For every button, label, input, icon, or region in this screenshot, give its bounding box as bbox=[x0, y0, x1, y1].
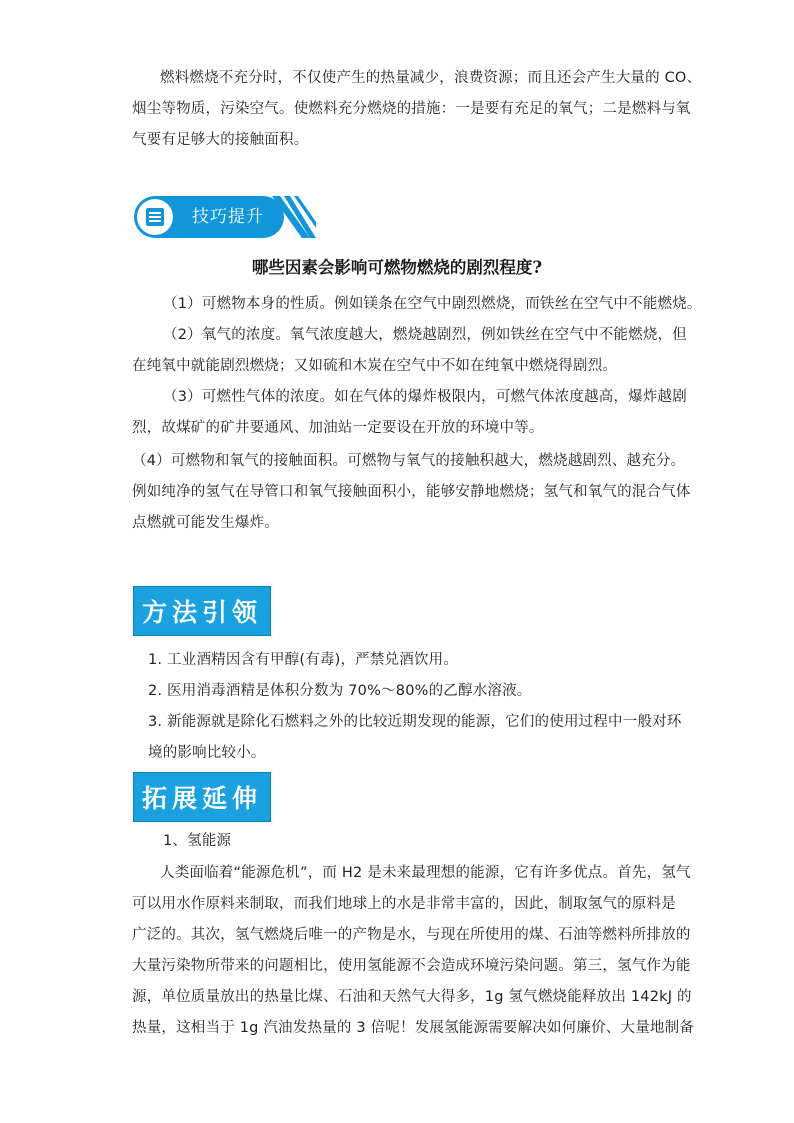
extend-line-2: 可以用水作原料来制取，而我们地球上的水是非常丰富的，因此，制取氢气的原料是 bbox=[132, 896, 676, 912]
skill-line-7: 例如纯净的氢气在导管口和氧气接触面积小，能够安静地燃烧；氢气和氧气的混合气体 bbox=[132, 484, 691, 500]
intro-line-3: 气要有足够大的接触面积。 bbox=[132, 132, 309, 148]
skill-line-2: （2）氧气的浓度。氧气浓度越大，燃烧越剧烈，例如铁丝在空气中不能燃烧，但 bbox=[163, 327, 687, 343]
method-banner-label: 方法引领 bbox=[141, 598, 262, 627]
skill-heading: 哪些因素会影响可燃物燃烧的剧烈程度? bbox=[251, 258, 543, 277]
skill-line-1: （1）可燃物本身的性质。例如镁条在空气中剧烈燃烧，而铁丝在空气中不能燃烧。 bbox=[163, 296, 702, 312]
skill-section-banner bbox=[134, 196, 314, 238]
skill-line-4: （3）可燃性气体的浓度。如在气体的爆炸极限内，可燃气体浓度越高，爆炸越剧 bbox=[163, 389, 687, 405]
extend-line-5: 源，单位质量放出的热量比煤、石油和天然气大得多，1g 氢气燃烧能释放出 142kJ 的 bbox=[132, 989, 692, 1005]
intro-line-2: 烟尘等物质，污染空气。使燃料充分燃烧的措施：一是要有充足的氧气；二是燃料与氧 bbox=[132, 101, 691, 117]
method-line-3: 3. 新能源就是除化石燃料之外的比较近期发现的能源，它们的使用过程中一般对环 bbox=[148, 714, 682, 730]
method-line-1: 1. 工业酒精因含有甲醇(有毒)，严禁兑酒饮用。 bbox=[148, 652, 459, 668]
skill-banner-label: 技巧提升 bbox=[192, 207, 264, 227]
intro-line-1: 燃料燃烧不充分时，不仅使产生的热量减少，浪费资源；而且还会产生大量的 CO、 bbox=[160, 70, 702, 86]
skill-line-8: 点燃就可能发生爆炸。 bbox=[132, 515, 279, 531]
banner-stripes bbox=[262, 196, 316, 238]
skill-line-5: 烈，故煤矿的矿井要通风、加油站一定要设在开放的环境中等。 bbox=[132, 420, 544, 436]
skill-line-6: （4）可燃物和氧气的接触面积。可燃物与氧气的接触积越大，燃烧越剧烈、越充分。 bbox=[132, 453, 686, 469]
extend-line-1: 人类面临着“能源危机”，而 H2 是未来最理想的能源，它有许多优点。首先，氢气 bbox=[160, 865, 691, 881]
extend-line-3: 广泛的。其次，氢气燃烧后唯一的产物是水，与现在所使用的煤、石油等燃料所排放的 bbox=[132, 927, 691, 943]
method-line-2: 2. 医用消毒酒精是体积分数为 70%～80%的乙醇水溶液。 bbox=[148, 683, 532, 699]
extend-line-4: 大量污染物所带来的问题相比，使用氢能源不会造成环境污染问题。第三，氢气作为能 bbox=[132, 958, 691, 974]
method-section-banner bbox=[133, 586, 271, 636]
method-line-4: 境的影响比较小。 bbox=[148, 745, 266, 761]
extend-line-6: 热量，这相当于 1g 汽油发热量的 3 倍呢！发展氢能源需要解决如何廉价、大量地制备 bbox=[132, 1020, 694, 1036]
extend-subtitle: 1、氢能源 bbox=[163, 833, 232, 849]
extend-banner-label: 拓展延伸 bbox=[141, 784, 262, 813]
skill-line-3: 在纯氧中就能剧烈燃烧；又如硫和木炭在空气中不如在纯氧中燃烧得剧烈。 bbox=[132, 358, 618, 374]
extend-section-banner bbox=[133, 772, 271, 822]
document-list-icon bbox=[137, 199, 173, 235]
